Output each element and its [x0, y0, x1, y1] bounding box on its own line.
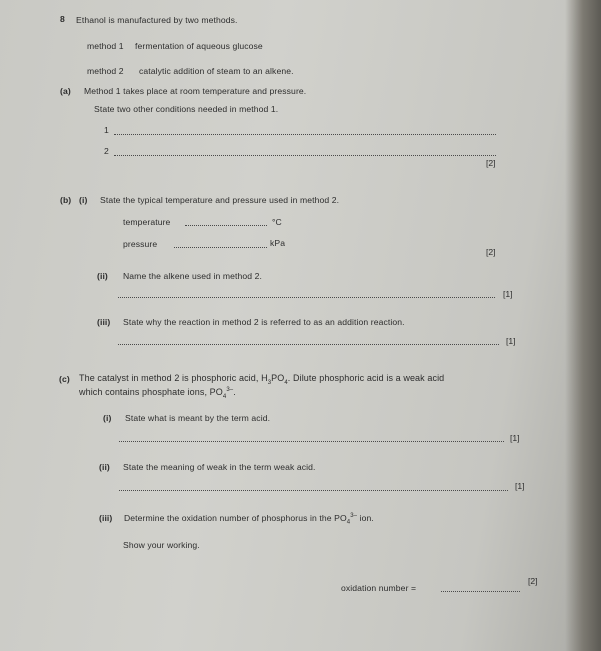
part-b-iii-answer-line[interactable]	[118, 344, 499, 345]
part-b-ii-label: (ii)	[97, 271, 108, 281]
part-c-i-text: State what is meant by the term acid.	[125, 413, 271, 423]
intro-text: Ethanol is manufactured by two methods.	[76, 15, 238, 25]
part-b-i-text: State the typical temperature and pressure used in method 2.	[100, 195, 340, 205]
oxidation-number-answer-line[interactable]	[441, 591, 520, 592]
method1-label: method 1	[87, 41, 124, 51]
part-a-label: (a)	[60, 86, 71, 96]
part-a-text: Method 1 takes place at room temperature and pressure.	[84, 86, 307, 96]
temperature-answer-line[interactable]	[185, 225, 267, 226]
page-edge-shadow	[565, 0, 601, 651]
temperature-unit: °C	[272, 217, 282, 227]
part-b-ii-text: Name the alkene used in method 2.	[123, 271, 262, 281]
part-c-ii-marks: [1]	[515, 481, 525, 491]
method2-label: method 2	[87, 66, 124, 76]
part-c-iii-marks: [2]	[528, 576, 538, 586]
pressure-unit: kPa	[270, 238, 286, 248]
oxidation-number-label: oxidation number =	[341, 583, 417, 593]
part-a-answer-1-num: 1	[104, 125, 109, 135]
part-b-label: (b)	[60, 195, 72, 205]
part-c-text-line1: The catalyst in method 2 is phosphoric acid, $H_3PO_4$. Dilute phosphoric acid is a weak acid	[79, 373, 445, 386]
part-c-ii-label: (ii)	[99, 462, 110, 472]
pressure-label: pressure	[123, 239, 158, 249]
part-c-label: (c)	[59, 374, 70, 384]
part-c-ii-text: State the meaning of weak in the term weak acid.	[123, 462, 316, 472]
part-b-iii-text: State why the reaction in method 2 is referred to as an addition reaction.	[123, 317, 405, 327]
part-a-answer-2-line[interactable]	[114, 155, 496, 156]
part-c-text-line2: which contains phosphate ions, $PO_4^{3-}$.	[79, 387, 236, 400]
part-c-iii-label: (iii)	[99, 513, 113, 523]
method2-text: catalytic addition of steam to an alkene.	[139, 66, 294, 76]
part-b-ii-marks: [1]	[503, 289, 513, 299]
method1-text: fermentation of aqueous glucose	[135, 41, 263, 51]
part-a-answer-1-line[interactable]	[114, 134, 496, 135]
part-c-ii-answer-line[interactable]	[119, 490, 508, 491]
show-working-text: Show your working.	[123, 540, 200, 550]
question-number: 8	[60, 14, 65, 24]
part-b-i-label: (i)	[79, 195, 88, 205]
temperature-label: temperature	[123, 217, 171, 227]
part-c-i-answer-line[interactable]	[119, 441, 504, 442]
part-c-i-marks: [1]	[510, 433, 520, 443]
pressure-answer-line[interactable]	[174, 247, 267, 248]
part-b-iii-marks: [1]	[506, 336, 516, 346]
part-a-prompt: State two other conditions needed in method 1.	[94, 104, 279, 114]
part-b-i-marks: [2]	[486, 247, 496, 257]
part-b-iii-label: (iii)	[97, 317, 111, 327]
part-c-iii-text: Determine the oxidation number of phosphorus in the $PO_4^{3-}$ ion.	[124, 513, 374, 526]
part-b-ii-answer-line[interactable]	[118, 297, 495, 298]
part-a-answer-2-num: 2	[104, 146, 109, 156]
part-c-i-label: (i)	[103, 413, 112, 423]
part-a-marks: [2]	[486, 158, 496, 168]
